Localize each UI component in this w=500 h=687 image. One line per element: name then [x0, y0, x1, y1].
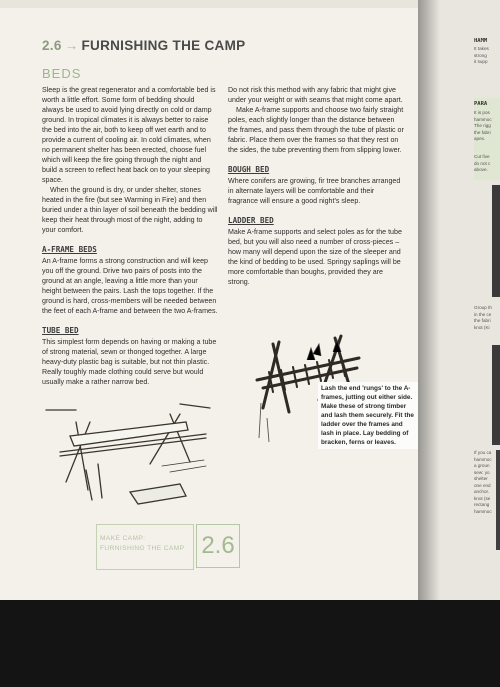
facing-line: apex. — [474, 136, 486, 141]
chapter-heading — [42, 38, 245, 53]
facing-line: knot (se — [474, 495, 491, 501]
facing-page — [418, 0, 500, 600]
spine-shadow — [418, 0, 440, 600]
aframe-text: An A-frame forms a strong construction and will keep you off the ground. Drive two pairs of posts into the ground at an angle, leaving a little more than your height between the pairs. Lash the tops together. If the ground is hard, cross-members will be needed between the feet of each A-frame and between the two A-frames. — [42, 257, 218, 315]
ladder-bed-caption: Lash the end 'rungs' to the A-frames, jutting out either side. Make these of strong timber and lash them securely. Fit the ladder over the frames and lash in place. Lay bedding of bracken, ferns or leaves. — [318, 382, 418, 449]
section-title: BEDS — [42, 66, 82, 81]
sketch-marks — [255, 398, 285, 448]
facing-heading-1: HAMM — [474, 38, 488, 44]
facing-line: knot (Ki — [474, 324, 490, 330]
facing-line: If you ca — [474, 450, 492, 455]
tube-text: This simplest form depends on having or making a tube of strong material, sewn or thonged together. A large heavy-duty plastic bag is suitable, but not thin plastic. Really toughly made clothing could serve but would usually make a rather narrow bed. — [42, 338, 217, 386]
tube-method: Make A-frame supports and choose two fairly straight poles, each slightly longer than the distance between the frames, and pass them through the tube of plastic or fabric. Place them over the frames so that they rest on the sides, the tube preventing them from slipping lower. — [228, 106, 404, 154]
facing-line: strong — [474, 52, 487, 58]
facing-dark-strip — [496, 450, 500, 550]
ladder-text: Make A-frame supports and select poles as for the tube bed, but you will also need a number of cross-pieces – how many will depend upon the size of the sleeper and the kind of bedding to be used. Springy saplings will be more comfortable than boughs, provided they are strong. — [228, 228, 402, 286]
facing-line: hammoc — [474, 456, 492, 462]
ladder-heading: LADDER BED — [228, 216, 274, 225]
facing-line: the fabri — [474, 129, 491, 135]
tube-bed-illustration — [30, 400, 216, 512]
chapter-number: 2.6 — [42, 38, 62, 53]
facing-text-1 — [474, 46, 500, 66]
tube-heading: TUBE BED — [42, 326, 79, 335]
aframe-heading: A-FRAME BEDS — [42, 245, 97, 254]
chapter-title: FURNISHING THE CAMP — [81, 38, 246, 53]
left-column — [42, 85, 218, 387]
facing-text-3 — [474, 154, 500, 174]
footer-line-1: MAKE CAMP: — [100, 535, 146, 542]
facing-line: It is pos — [474, 110, 490, 115]
facing-line: Cut five — [474, 154, 490, 159]
facing-text-2 — [474, 110, 500, 143]
facing-line: above. — [474, 167, 488, 172]
facing-line: anchor. — [474, 489, 490, 494]
facing-line: The rigg — [474, 123, 491, 128]
footer-label — [100, 534, 184, 554]
intro-paragraph-1: Sleep is the great regenerator and a comfortable bed is worth a little effort. Some form of bedding should always be used to avoid lying directly on cold or damp ground. In tropical climates it is always better to raise the bed into the air, both to keep off wet earth and to provide a current of cooling air. In cold climates, when no permanent shelter has been erected, choose fuel which will keep the fire going through the night and build a screen to reflect heat back on to your sleeping space. — [42, 86, 216, 184]
facing-line: in the ce — [474, 311, 492, 317]
facing-line: do not c — [474, 160, 491, 166]
bough-text: Where conifers are growing, fir tree branches arranged in alternate layers will be comfortable and their fragrance will ensure a good night's sleep. — [228, 177, 401, 205]
facing-line: it supp — [474, 59, 488, 64]
facing-line: It takes — [474, 46, 489, 51]
facing-line: rectang — [474, 502, 490, 507]
facing-photo-2 — [492, 345, 500, 445]
facing-heading-2: PARA — [474, 101, 488, 107]
facing-line: a groun — [474, 463, 490, 468]
page-top-edge — [0, 0, 470, 8]
facing-line: hammoc — [474, 116, 492, 122]
facing-line: Group th — [474, 305, 492, 310]
facing-line: shelter — [474, 476, 488, 481]
facing-text-4 — [474, 305, 500, 331]
intro-paragraph-2: When the ground is dry, or under shelter, stones heated in the fire (but see Warming in Fire) and then buried under a thin layer of soil beneath the bedding will keep their heat through most of the night, adding to your comfort. — [42, 186, 218, 234]
bough-heading: BOUGH BED — [228, 165, 270, 174]
facing-photo-1 — [492, 185, 500, 297]
right-column — [228, 85, 406, 287]
tube-warning: Do not risk this method with any fabric that might give under your weight or with seams that might come apart. — [228, 86, 403, 104]
footer-chapter-number: 2.6 — [196, 524, 240, 568]
facing-line: hammoc — [474, 508, 492, 514]
arrow-icon: → — [64, 38, 79, 53]
footer-line-2: FURNISHING THE CAMP — [100, 545, 185, 552]
facing-line: the fabri — [474, 318, 491, 323]
facing-line: sew: yo — [474, 469, 490, 475]
facing-line: one end — [474, 482, 491, 488]
